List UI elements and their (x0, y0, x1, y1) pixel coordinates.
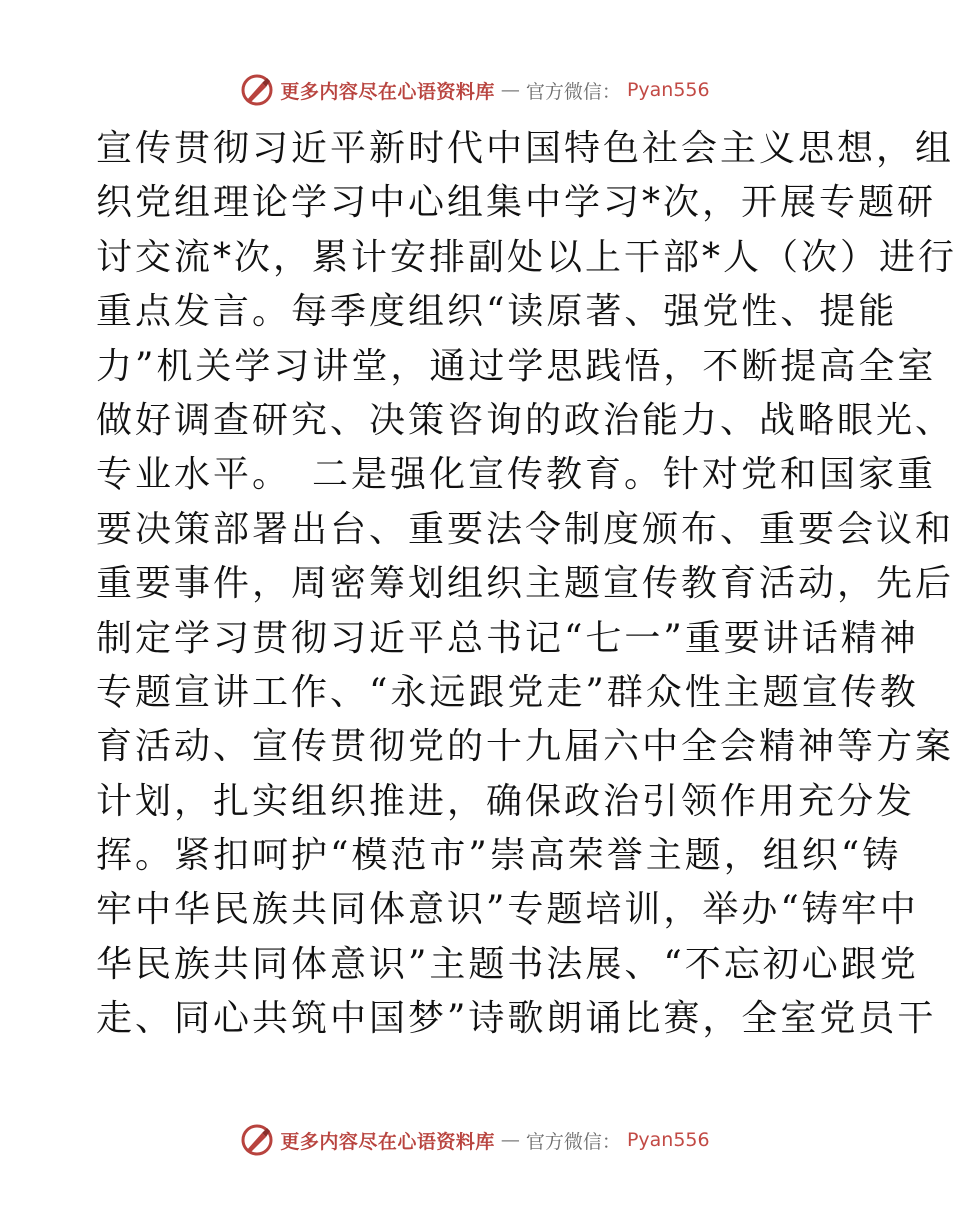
body-line: 讨交流*次，累计安排副处以上干部*人（次）进行 (96, 236, 957, 278)
body-line: 织党组理论学习中心组集中学习*次，开展专题研 (96, 182, 937, 224)
body-line: 力”机关学习讲堂，通过学思践悟，不断提高全室 (96, 345, 937, 387)
watermark-wechat-id: Pyan556 (626, 79, 710, 101)
body-line: 育活动、宣传贯彻党的十九届六中全会精神等方案 (96, 726, 955, 768)
watermark-site-text: 更多内容尽在心语资料库 (280, 80, 495, 103)
body-line: 做好调查研究、决策咨询的政治能力、战略眼光、 (96, 399, 955, 441)
watermark-wechat-label: 官方微信： (525, 1130, 621, 1153)
body-line: 走、同心共筑中国梦”诗歌朗诵比赛，全室党员干 (96, 998, 937, 1040)
body-line: 宣传贯彻习近平新时代中国特色社会主义思想，组 (96, 128, 955, 169)
pen-logo-icon (240, 73, 274, 107)
watermark-wechat-id: Pyan556 (626, 1129, 710, 1151)
pen-logo-icon (240, 1123, 274, 1157)
body-line: 制定学习贯彻习近平总书记“七一”重要讲话精神 (96, 617, 919, 659)
body-line: 专业水平。 二是强化宣传教育。针对党和国家重 (96, 454, 937, 496)
body-line: 要决策部署出台、重要法令制度颁布、重要会议和 (96, 508, 955, 550)
body-line: 重要事件，周密筹划组织主题宣传教育活动，先后 (96, 563, 955, 605)
watermark-site-text: 更多内容尽在心语资料库 (280, 1130, 495, 1153)
header-watermark (0, 70, 950, 110)
body-line: 华民族共同体意识”主题书法展、“不忘初心跟党 (96, 943, 919, 985)
footer-watermark (0, 1120, 950, 1160)
body-line: 挥。紧扣呵护“模范市”崇高荣誉主题，组织“铸 (96, 835, 902, 877)
watermark-separator: — (500, 1129, 520, 1151)
watermark-wechat-label: 官方微信： (525, 80, 621, 103)
watermark-separator: — (500, 79, 520, 101)
document-body (96, 122, 957, 1047)
body-line: 计划，扎实组织推进，确保政治引领作用充分发 (96, 780, 916, 822)
body-line: 重点发言。每季度组织“读原著、强党性、提能 (96, 291, 898, 333)
body-line: 牢中华民族共同体意识”专题培训，举办“铸牢中 (96, 889, 919, 931)
body-line: 专题宣讲工作、“永远跟党走”群众性主题宣传教 (96, 671, 919, 713)
